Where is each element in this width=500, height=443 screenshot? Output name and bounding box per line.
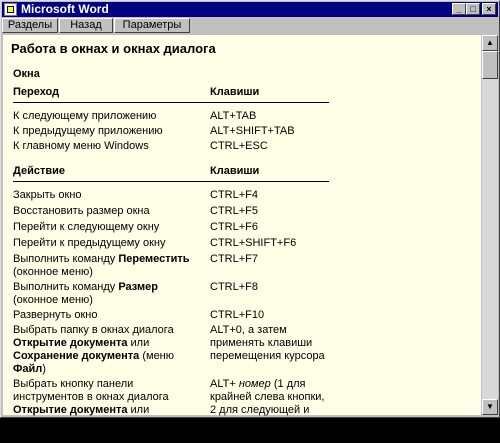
help-button-bar	[2, 17, 498, 34]
row-keys: CTRL+F10	[210, 309, 265, 321]
row-action: Выполнить команду Переместить (оконное меню)	[13, 253, 190, 278]
row-keys: ALT+SHIFT+TAB	[210, 125, 295, 137]
row-keys: CTRL+F7	[210, 253, 258, 265]
row-keys: ALT+ номер (1 для крайней слева кнопки, 2 для следующей и так далее)	[210, 378, 325, 429]
help-content	[3, 35, 481, 442]
row-action: Развернуть окно	[13, 309, 98, 321]
vertical-scrollbar[interactable]	[482, 35, 498, 415]
table2-header-keys: Клавиши	[210, 165, 260, 177]
row-keys: CTRL+F8	[210, 281, 258, 293]
table1-header-keys: Клавиши	[210, 86, 260, 98]
row-action: Восстановить размер окна	[13, 205, 150, 217]
row-keys: CTRL+ESC	[210, 140, 268, 152]
row-action: К следующему приложению	[13, 110, 157, 122]
app-icon[interactable]	[4, 3, 17, 16]
row-action: Выбрать папку в окнах диалога Открытие документа или Сохранение документа (меню Файл)	[13, 324, 175, 375]
row-action: Выбрать кнопку панели инструментов в окнах диалога Открытие документа или Сохранение документа (меню Файл)	[13, 378, 175, 442]
contents-button[interactable]: Разделы	[2, 18, 58, 33]
title-bar[interactable]	[2, 2, 498, 17]
close-button[interactable]: ×	[482, 3, 496, 15]
table1-header-transition: Переход	[13, 86, 60, 98]
options-button[interactable]: Параметры	[114, 18, 190, 33]
back-button[interactable]: Назад	[59, 18, 113, 33]
scroll-down-icon[interactable]: ▼	[482, 399, 498, 415]
table1-header	[13, 86, 329, 103]
section-title-windows: Окна	[13, 68, 40, 80]
scroll-up-icon[interactable]: ▲	[482, 35, 498, 51]
row-keys: ALT+0, а затем применять клавиши перемещения курсора	[210, 324, 325, 362]
minimize-button[interactable]: _	[452, 3, 466, 15]
row-action: Перейти к предыдущему окну	[13, 237, 166, 249]
row-keys: CTRL+SHIFT+F6	[210, 237, 297, 249]
row-keys: CTRL+F6	[210, 221, 258, 233]
row-keys: CTRL+F4	[210, 189, 258, 201]
scroll-thumb[interactable]	[482, 51, 498, 79]
row-action: К предыдущему приложению	[13, 125, 163, 137]
row-action: Перейти к следующему окну	[13, 221, 160, 233]
table2-header	[13, 165, 329, 182]
row-keys: ALT+TAB	[210, 110, 257, 122]
row-action: Закрыть окно	[13, 189, 82, 201]
window-title: Microsoft Word	[21, 2, 109, 16]
page-title: Работа в окнах и окнах диалога	[11, 41, 216, 56]
row-action: Выполнить команду Размер (оконное меню)	[13, 281, 158, 306]
maximize-button[interactable]: □	[466, 3, 480, 15]
row-action: К главному меню Windows	[13, 140, 149, 152]
table2-header-action: Действие	[13, 165, 65, 177]
row-keys: CTRL+F5	[210, 205, 258, 217]
